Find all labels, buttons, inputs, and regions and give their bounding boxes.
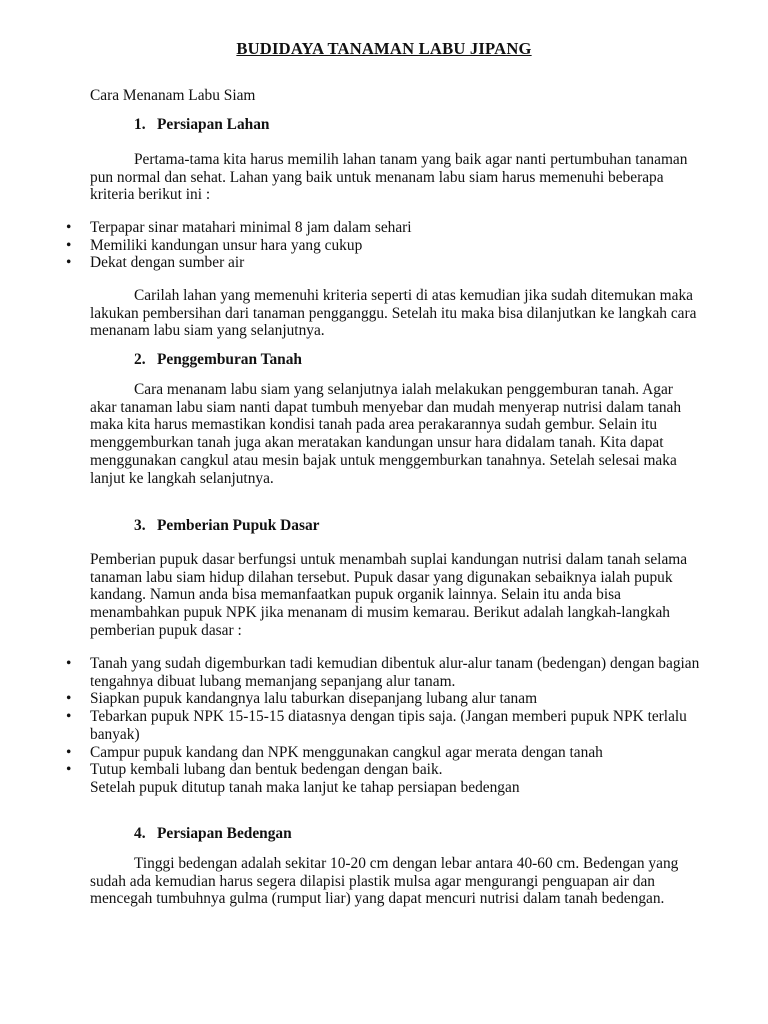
section-3-title: Pemberian Pupuk Dasar [157, 517, 320, 534]
section-2-number: 2. [134, 351, 146, 368]
section-4-number: 4. [134, 825, 146, 842]
list-item: • Terpapar sinar matahari minimal 8 jam dalam sehari [90, 219, 702, 237]
section-1-number: 1. [134, 116, 146, 133]
list-item: • Memiliki kandungan unsur hara yang cukup [90, 237, 702, 255]
section-3-number: 3. [134, 517, 146, 534]
section-2-paragraph-1: Cara menanam labu siam yang selanjutnya ialah melakukan penggemburan tanah. Agar akar tanaman labu siam nanti dapat tumbuh menyebar dan mudah menyerap nutrisi dalam tanah maka kita harus memastikan kondisi tanah pada area perakarannya sudah gembur. Selain itu menggemburkan tanah juga akan meratakan kandungan unsur hara didalam tanah. Kita dapat menggunakan cangkul atau mesin bajak untuk menggemburkan tanahnya. Setelah selesai maka lanjut ke langkah selanjutnya. [90, 381, 682, 487]
section-1-heading [90, 116, 702, 134]
section-1-title: Persiapan Lahan [157, 116, 270, 133]
section-2-title: Penggemburan Tanah [157, 351, 302, 368]
document-title: BUDIDAYA TANAMAN LABU JIPANG [236, 39, 532, 58]
section-3-bullet-list [90, 655, 702, 797]
list-item: • Campur pupuk kandang dan NPK menggunakan cangkul agar merata dengan tanah [90, 744, 702, 762]
section-4-heading [90, 825, 702, 843]
section-1-paragraph-2: Carilah lahan yang memenuhi kriteria seperti di atas kemudian jika sudah ditemukan maka lakukan pembersihan dari tanaman pengganggu. Setelah itu maka bisa dilanjutkan ke langkah cara menanam labu siam yang selanjutnya. [90, 287, 697, 340]
section-1-paragraph-1: Pertama-tama kita harus memilih lahan tanam yang baik agar nanti pertumbuhan tanaman pun normal dan sehat. Lahan yang baik untuk menanam labu siam harus memenuhi beberapa kriteria berikut ini : [90, 151, 688, 204]
section-3-paragraph-1: Pemberian pupuk dasar berfungsi untuk menambah suplai kandungan nutrisi dalam tanah selama tanaman labu siam hidup dilahan tersebut. Pupuk dasar yang digunakan sebaiknya ialah pupuk kandang. Namun anda bisa memanfaatkan pupuk organik lainnya. Selain itu anda bisa menambahkan pupuk NPK jika menanam di musim kemarau. Berikut adalah langkah-langkah pemberian pupuk dasar : [90, 551, 688, 639]
section-2-heading [90, 351, 702, 369]
list-item: • Siapkan pupuk kandangnya lalu taburkan disepanjang lubang alur tanam [90, 690, 702, 708]
list-item: • Tutup kembali lubang dan bentuk bedengan dengan baik. [90, 761, 702, 779]
list-item: • Tebarkan pupuk NPK 15-15-15 diatasnya dengan tipis saja. (Jangan memberi pupuk NPK terlalu banyak) [90, 708, 702, 743]
section-4-title: Persiapan Bedengan [157, 825, 292, 842]
list-item: • Tanah yang sudah digemburkan tadi kemudian dibentuk alur-alur tanam (bedengan) dengan bagian tengahnya dibuat lubang memanjang sepanjang alur tanam. [90, 655, 702, 690]
document-subtitle: Cara Menanam Labu Siam [90, 87, 256, 104]
section-3-closing-line: Setelah pupuk ditutup tanah maka lanjut ke tahap persiapan bedengan [90, 778, 520, 796]
section-1-bullet-list [90, 219, 702, 272]
section-3-heading [90, 517, 702, 535]
section-4-paragraph-1: Tinggi bedengan adalah sekitar 10-20 cm dengan lebar antara 40-60 cm. Bedengan yang sudah ada kemudian harus segera dilapisi plastik mulsa agar mengurangi penguapan air dan mencegah tumbuhnya gulma (rumput liar) yang dapat mencuri nutrisi dalam tanah bedengan. [90, 855, 679, 908]
list-item: • Dekat dengan sumber air [90, 254, 702, 272]
